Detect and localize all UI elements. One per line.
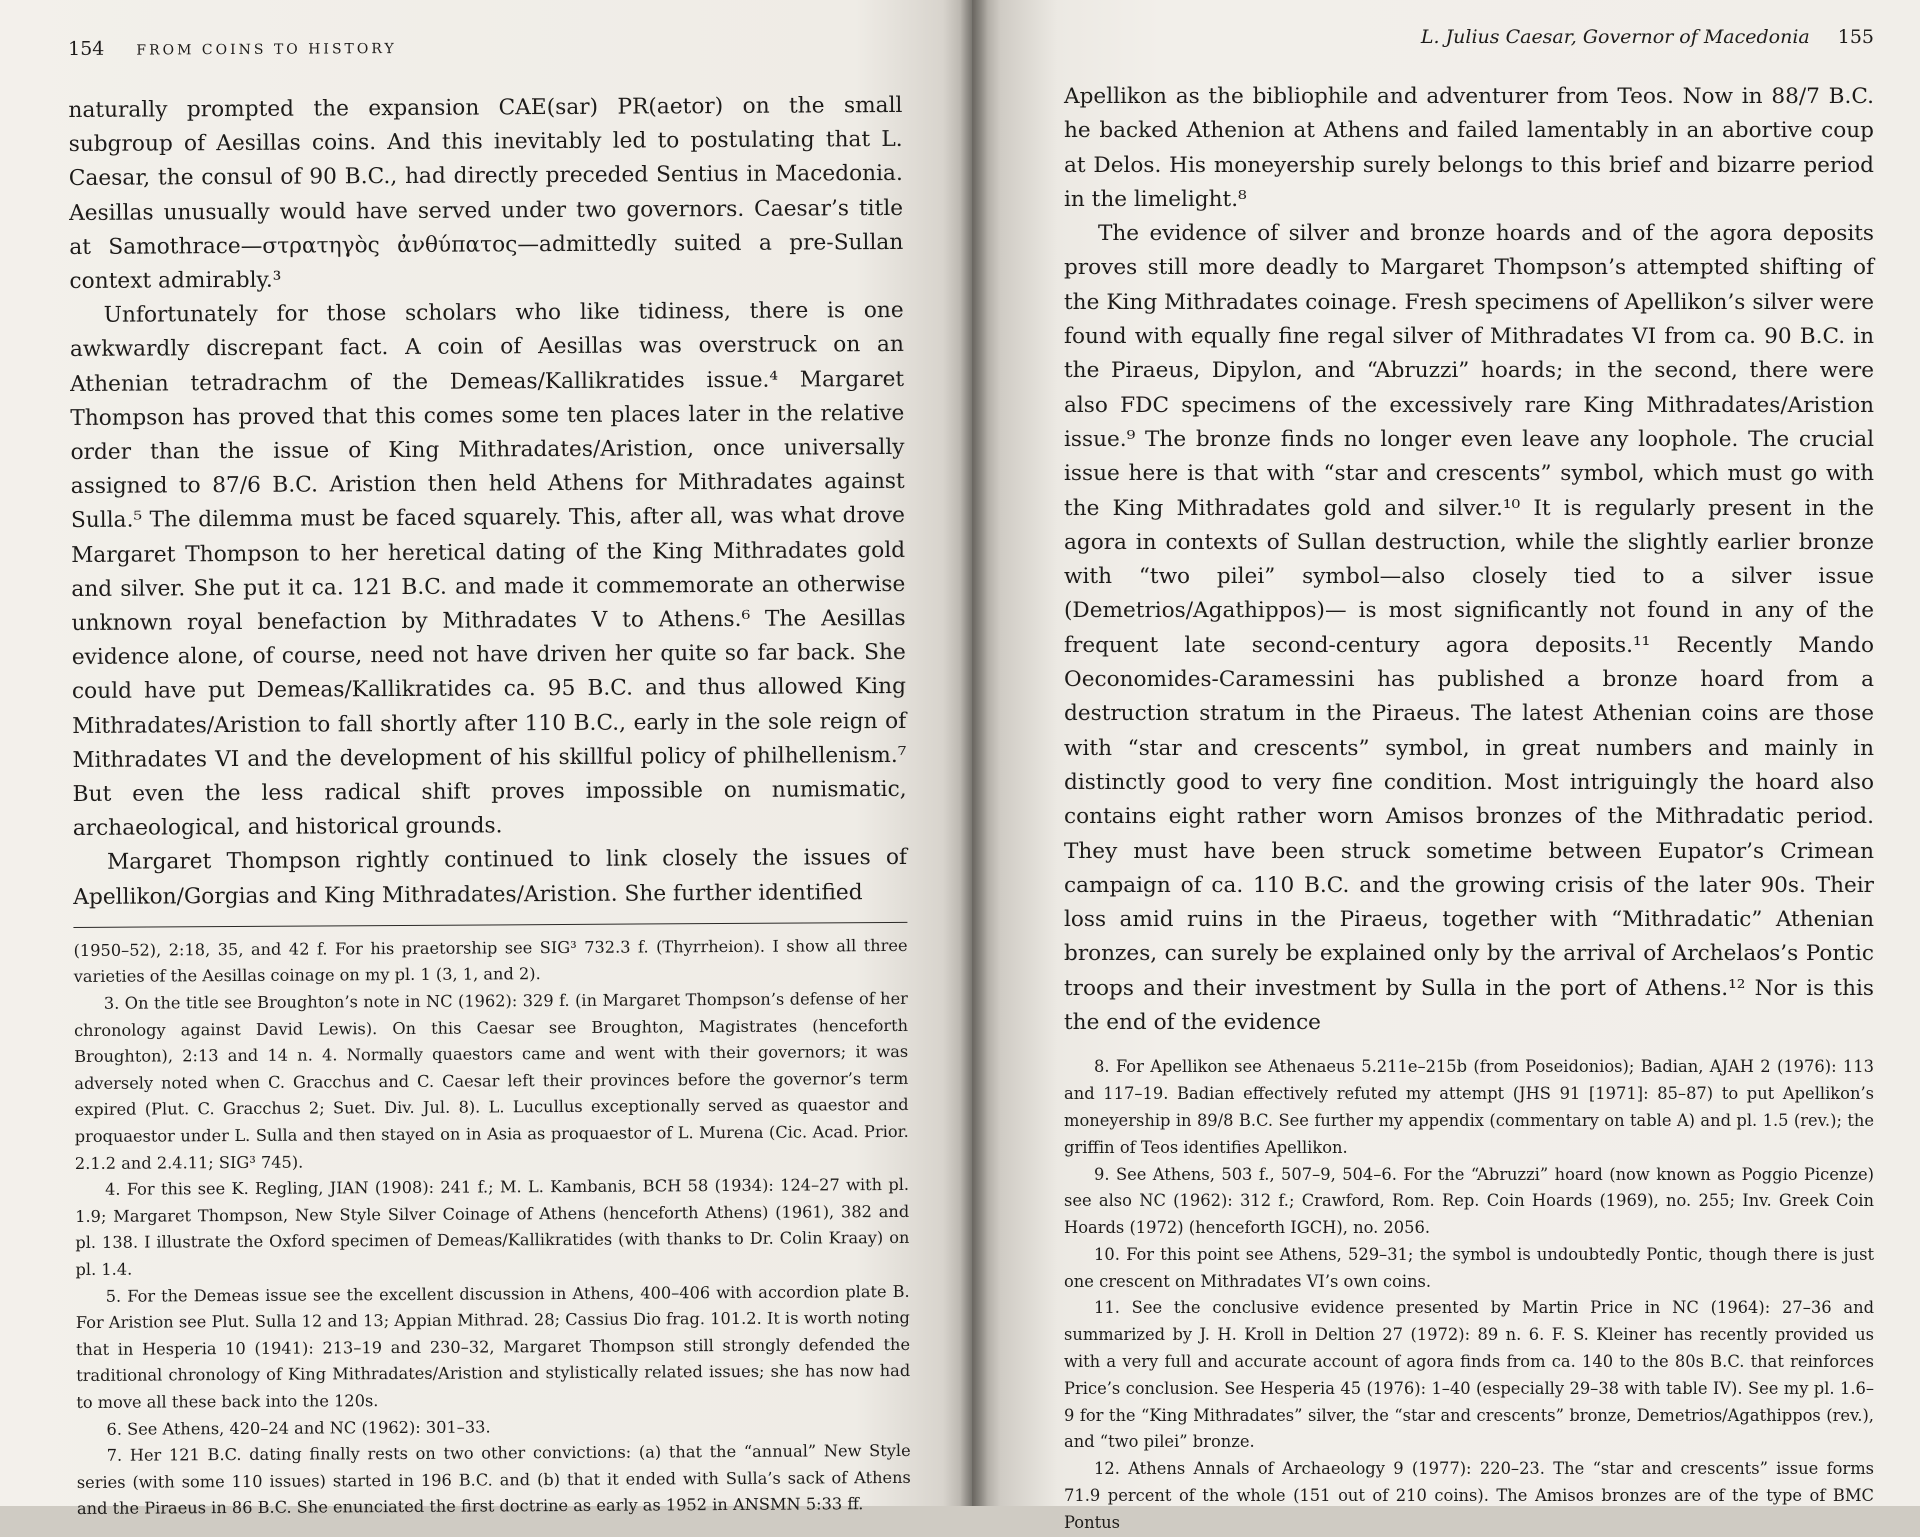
- left-body-text: [68, 89, 907, 915]
- right-body-text: [1064, 80, 1874, 1040]
- footnote: 9. See Athens, 503 f., 507–9, 504–6. For the “Abruzzi” hoard (now known as Poggio Picenze) see also NC (1962): 312 f.; Crawford, Rom. Rep. Coin Hoards (1969), no. 255; Inv. Greek Coin Hoards (1972) (henceforth IGCH), no. 2056.: [1064, 1164, 1874, 1238]
- left-running-head: [68, 33, 902, 72]
- footnote: (1950–52), 2:18, 35, and 42 f. For his praetorship see SIG³ 732.3 f. (Thyrrheion). I show all three varieties of the Aesillas coinage on my pl. 1 (3, 1, and 2).: [73, 935, 908, 987]
- left-paragraph: naturally prompted the expansion CAE(sar) PR(aetor) on the small subgroup of Aesillas coins. And this inevitably led to postulating that L. Caesar, the consul of 90 B.C., had directly preceded Sentius in Macedonia. Aesillas unusually would have served under two governors. Caesar’s title at Samothrace—στρατηγὸς ἀνθύπατος—admittedly suited a pre-Sullan context admirably.³: [68, 92, 904, 295]
- right-running-head: [1064, 26, 1874, 60]
- footnote: 7. Her 121 B.C. dating finally rests on two other convictions: (a) that the “annual” New Style series (with some 110 issues) started in 196 B.C. and (b) that it ended with Sulla’s sack of Athens and the Piraeus in 86 B.C. She enunciated the first doctrine as early as 1952 in ANSMN 5:33 ff.: [76, 1441, 911, 1519]
- left-paragraph: Unfortunately for those scholars who like tidiness, there is one awkwardly discrepant fact. A coin of Aesillas was overstruck on an Athenian tetradrachm of the Demeas/Kallikratides issue.⁴ Margaret Thompson has proved that this comes some ten places later in the relative order than the issue of King Mithradates/Aristion, once universally assigned to 87/6 B.C. Aristion then held Athens for Mithradates against Sulla.⁵ The dilemma must be faced squarely. This, after all, was what drove Margaret Thompson to her heretical dating of the King Mithradates gold and silver. She put it ca. 121 B.C. and made it commemorate an otherwise unknown royal benefaction by Mithradates V to Athens.⁶ The Aesillas evidence alone, of course, need not have driven her quite so far back. She could have put Demeas/Kallikratides ca. 95 B.C. and thus allowed King Mithradates/Aristion to fall shortly after 110 B.C., early in the sole reign of Mithradates VI and the development of his skillful policy of philhellenism.⁷ But even the less radical shift proves impossible on numismatic, archaeological, and historical grounds.: [69, 298, 907, 842]
- left-page-content: [68, 33, 911, 1523]
- footnote: 12. Athens Annals of Archaeology 9 (1977): 220–23. The “star and crescents” issue forms 71.9 percent of the whole (151 out of 210 coins). The Amisos bronzes are of the type of BMC Pontus: [1064, 1459, 1874, 1532]
- footnote: 6. See Athens, 420–24 and NC (1962): 301–33.: [106, 1417, 491, 1439]
- right-running-title: L. Julius Caesar, Governor of Macedonia: [1420, 26, 1810, 48]
- footnote: 10. For this point see Athens, 529–31; the symbol is undoubtedly Pontic, though there is just one crescent on Mithradates VI’s own coins.: [1064, 1244, 1874, 1291]
- right-page-content: [1064, 26, 1874, 1537]
- right-footnotes: [1064, 1054, 1874, 1536]
- right-page: [972, 0, 1920, 1532]
- right-page-number: 155: [1837, 26, 1874, 48]
- book-gutter: [960, 0, 988, 1506]
- left-running-title: FROM COINS TO HISTORY: [136, 40, 397, 59]
- left-footnotes: [73, 933, 911, 1523]
- footnote: 3. On the title see Broughton’s note in NC (1962): 329 f. (in Margaret Thompson’s defense of her chronology against David Lewis). On this Caesar see Broughton, Magistrates (henceforth Broughton), 2:13 and 14 n. 4. Normally quaestors came and went with their governors; it was adversely noted when C. Gracchus and C. Caesar left their provinces before the governor’s term expired (Plut. C. Gracchus 2; Suet. Div. Jul. 8). L. Lucullus exceptionally served as quaestor and proquaestor under L. Sulla and then stayed on in Asia as proquaestor of L. Murena (Cic. Acad. Prior. 2.1.2 and 2.4.11; SIG³ 745).: [74, 988, 909, 1173]
- left-paragraph: Margaret Thompson rightly continued to link closely the issues of Apellikon/Gorgias and King Mithradates/Aristion. She further identified: [73, 845, 908, 910]
- right-paragraph: Apellikon as the bibliophile and adventurer from Teos. Now in 88/7 B.C. he backed Athenion at Athens and failed lamentably in an abortive coup at Delos. His moneyership surely belongs to this brief and bizarre period in the limelight.⁸: [1064, 84, 1874, 212]
- footnote-rule: [73, 922, 907, 928]
- footnote: 4. For this see K. Regling, JIAN (1908): 241 f.; M. L. Kambanis, BCH 58 (1934): 124–27 with pl. 1.9; Margaret Thompson, New Style Silver Coinage of Athens (henceforth Athens) (1961), 382 and pl. 138. I illustrate the Oxford specimen of Demeas/Kallikratides (with thanks to Dr. Colin Kraay) on pl. 1.4.: [75, 1175, 910, 1279]
- footnote: 8. For Apellikon see Athenaeus 5.211e–215b (from Poseidonios); Badian, AJAH 2 (1976): 113 and 117–19. Badian effectively refuted my attempt (JHS 91 [1971]: 85–87) to put Apellikon’s moneyership in 89/8 B.C. See further my appendix (commentary on table A) and pl. 1.5 (rev.); the griffin of Teos identifies Apellikon.: [1064, 1057, 1874, 1157]
- right-paragraph: The evidence of silver and bronze hoards and of the agora deposits proves still more deadly to Margaret Thompson’s attempted shifting of the King Mithradates coinage. Fresh specimens of Apellikon’s silver were found with equally fine regal silver of Mithradates VI from ca. 90 B.C. in the Piraeus, Dipylon, and “Abruzzi” hoards; in the second, there were also FDC specimens of the excessively rare King Mithradates/Aristion issue.⁹ The bronze finds no longer even leave any loophole. The crucial issue here is that with “star and crescents” symbol, which must go with the King Mithradates gold and silver.¹⁰ It is regularly present in the agora in contexts of Sullan destruction, while the slightly earlier bronze with “two pilei” symbol—also closely tied to a silver issue (Demetrios/Agathippos)— is most significantly not found in any of the frequent late second-century agora deposits.¹¹ Recently Mando Oeconomides-Caramessini has published a bronze hoard from a destruction stratum in the Piraeus. The latest Athenian coins are those with “star and crescents” symbol, in great numbers and mainly in distinctly good to very fine condition. Most intriguingly the hoard also contains eight rather worn Amisos bronzes of the Mithradatic period. They must have been struck sometime between Eupator’s Crimean campaign of ca. 110 B.C. and the growing crisis of the later 90s. Their loss amid ruins in the Piraeus, together with “Mithradatic” Athenian bronzes, can surely be explained only by the arrival of Archelaos’s Pontic troops and their investment by Sulla in the port of Athens.¹² Nor is this the end of the evidence: [1064, 221, 1874, 1036]
- footnote: 5. For the Demeas issue see the excellent discussion in Athens, 400–406 with accordion plate B. For Aristion see Plut. Sulla 12 and 13; Appian Mithrad. 28; Cassius Dio frag. 101.2. It is worth noting that in Hesperia 10 (1941): 213–19 and 230–32, Margaret Thompson still strongly defended the traditional chronology of King Mithradates/Aristion and stylistically related issues; she has now had to move all these back into the 120s.: [75, 1281, 911, 1412]
- footnote: 11. See the conclusive evidence presented by Martin Price in NC (1964): 27–36 and summarized by J. H. Kroll in Deltion 27 (1972): 89 n. 6. F. S. Kleiner has recently provided us with a very full and accurate account of agora finds from ca. 140 to the 80s B.C. that reinforces Price’s conclusion. See Hesperia 45 (1976): 1–40 (especially 29–38 with table IV). See my pl. 1.6–9 for the “King Mithradates” silver, the “star and crescents” bronze, Demetrios/Agathippos (rev.), and “two pilei” bronze.: [1064, 1298, 1874, 1452]
- left-page-number: 154: [68, 37, 105, 60]
